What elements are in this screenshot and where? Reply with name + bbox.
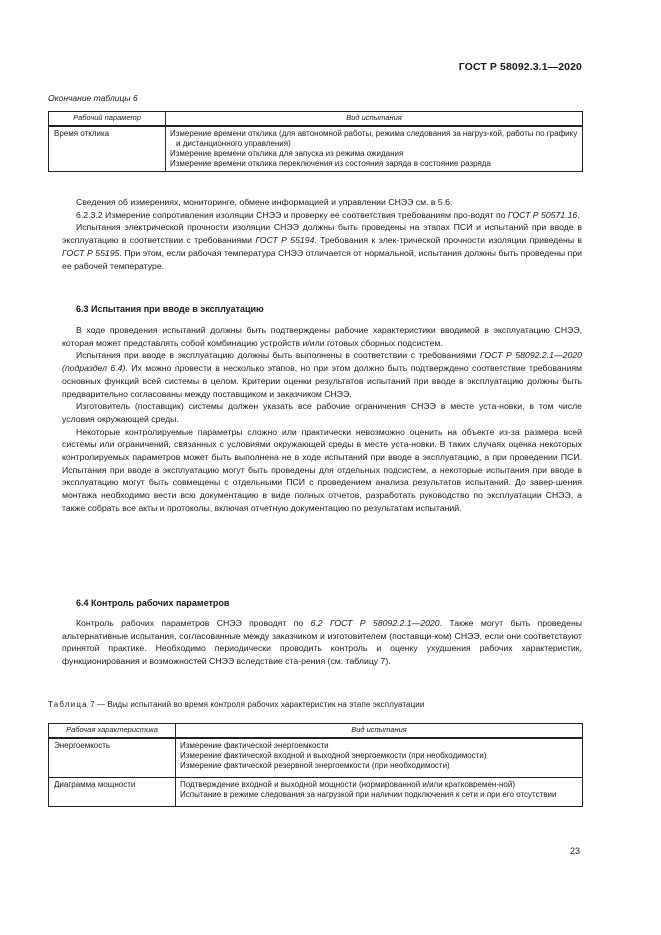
reference-link: ГОСТ Р 58092.2.1—2020 (подраздел 6.4) xyxy=(62,350,582,374)
test-line: Измерение времени отклика переключения из состояния заряда в состояние разряда xyxy=(170,159,491,168)
reference-link: ГОСТ Р 55195 xyxy=(62,247,120,258)
section-heading-6-4: 6.4 Контроль рабочих параметров xyxy=(76,598,230,608)
reference-link: ГОСТ Р 55194 xyxy=(255,235,315,246)
table-header-cell: Рабочий параметр xyxy=(49,112,166,127)
table-cell-tests xyxy=(176,738,583,778)
text-block-3 xyxy=(62,617,582,668)
section-heading-6-3: 6.3 Испытания при вводе в эксплуатацию xyxy=(76,304,264,314)
table-header-cell: Вид испытания xyxy=(166,112,583,127)
test-line: Измерение фактической входной и выходной энергоемкости (при необходимости) xyxy=(180,751,487,760)
reference-link: 6.2 ГОСТ Р 58092.2.1—2020 xyxy=(310,618,440,628)
text-block-1 xyxy=(62,196,582,272)
page-number: 23 xyxy=(569,846,580,856)
paragraph: Сведения об измерениях, мониторинге, обмене информацией и управлении СНЭЭ см. в 5.6. xyxy=(76,197,453,207)
table-row xyxy=(49,738,583,778)
paragraph: Контроль рабочих параметров СНЭЭ проводят по 6.2 ГОСТ Р 58092.2.1—2020. Также могут быть проведены альтернативные испытания, согласованные между заказчиком и изготовителем (поставщи-ком) СНЭЭ, если они соответствуют принятой практике. Необходимо периодически проводить контроль и оценку ухудшения рабочих характеристик, функционирования и возможностей СНЭЭ вследствие ста-рения (см. таблицу 7). xyxy=(62,618,582,667)
paragraph: Испытания электрической прочности изоляции СНЭЭ должны быть проведены на этапах ПСИ и испытаний при вводе в эксплуатацию в соответствии с требованиями ГОСТ Р 55194. Требования к элек-трической прочности изоляции приведены в ГОСТ Р 55195. При этом, если рабочая температура СНЭЭ отличается от нормальной, испытания должны быть проведены при ее рабочей температуре. xyxy=(62,222,583,271)
reference-link: ГОСТ Р 50571.16 xyxy=(507,209,578,220)
table-header-row xyxy=(49,724,583,739)
table6 xyxy=(48,111,583,172)
table-cell-param: Время отклика xyxy=(49,126,166,172)
table-cell-param: Диаграмма мощности xyxy=(49,778,176,807)
test-line: Измерение фактической энергоемкости xyxy=(180,741,329,750)
test-line: Измерение времени отклика для запуска из режима ожидания xyxy=(170,149,404,158)
text-block-2 xyxy=(62,324,582,515)
table-cell-param: Энергоемкость xyxy=(49,738,176,778)
paragraph: Испытания при вводе в эксплуатацию должны быть выполнены в соответствии с требованиями ГОСТ Р 58092.2.1—2020 (подраздел 6.4). Их можно провести в несколько этапов, но при этом должно быть подтверждено соответствие требованиям основных функций всей системы в целом. Критерии оценки результатов испытаний при вводе в эксплуатацию должны быть предварительно согласованы между поставщиком и заказчиком СНЭЭ. xyxy=(62,350,582,399)
table-header-cell: Рабочая характеристика xyxy=(49,724,176,739)
table-header-row xyxy=(49,112,583,127)
test-line: Измерение времени отклика (для автономной работы, режима следования за нагруз-кой, работы по графику и дистанционного управления) xyxy=(170,129,578,148)
table7-caption: Таблица 7 — Виды испытаний во время контроля рабочих характеристик на этапе эксплуатации xyxy=(48,700,425,709)
table7 xyxy=(48,723,583,807)
test-line: Испытание в режиме следования за нагрузкой при наличии подключения к сети и при его отсутствии xyxy=(180,790,557,799)
paragraph: 6.2.3.2 Измерение сопротивления изоляции СНЭЭ и проверку ее соответствия требованиям про-водят по ГОСТ Р 50571.16. xyxy=(76,209,580,220)
document-code: ГОСТ Р 58092.3.1—2020 xyxy=(458,61,582,73)
paragraph: Изготовитель (поставщик) системы должен указать все рабочие ограничения СНЭЭ в месте уста-новки, в том числе условия окружающей среды. xyxy=(62,401,582,424)
paragraph: Некоторые контролируемые параметры сложно или практически невозможно оценить на объекте из-за размера всей системы или ограничений, связанных с условиями окружающей среды в месте уста-новки. В таких случаях оценка некоторых контролируемых параметров может быть выполнена не в ходе испытаний при вводе в эксплуатацию, а при проведении ПСИ. Испытания при вводе в эксплуатацию могут быть проведены для отдельных подсистем, а некоторые испытания при вводе в эксплуатацию могут быть совмещены с отдельными ПСИ с проведением анализа результатов испытаний. До завер-шения монтажа необходимо вести всю документацию в виде полных отчетов, разработать руководство по эксплуатации СНЭЭ, а также собрать все акты и протоколы, включая отчетную документацию по результатам испытаний. xyxy=(62,426,582,513)
table-header-cell: Вид испытания xyxy=(176,724,583,739)
table-row xyxy=(49,778,583,807)
table-cell-tests xyxy=(176,778,583,807)
table6-caption: Окончание таблицы 6 xyxy=(48,93,138,103)
table-cell-tests xyxy=(166,126,583,172)
test-line: Подтверждение входной и выходной мощности (нормированной и/или кратковремен-ной) xyxy=(180,780,516,789)
paragraph: В ходе проведения испытаний должны быть подтверждены рабочие характеристики вводимой в эксплуатацию СНЭЭ, которая может представлять собой комбинацию устройств и/или готовых сборных подсистем. xyxy=(62,325,582,348)
table-row xyxy=(49,126,583,172)
test-line: Измерение фактической резервной энергоемкости (при необходимости) xyxy=(180,761,450,770)
